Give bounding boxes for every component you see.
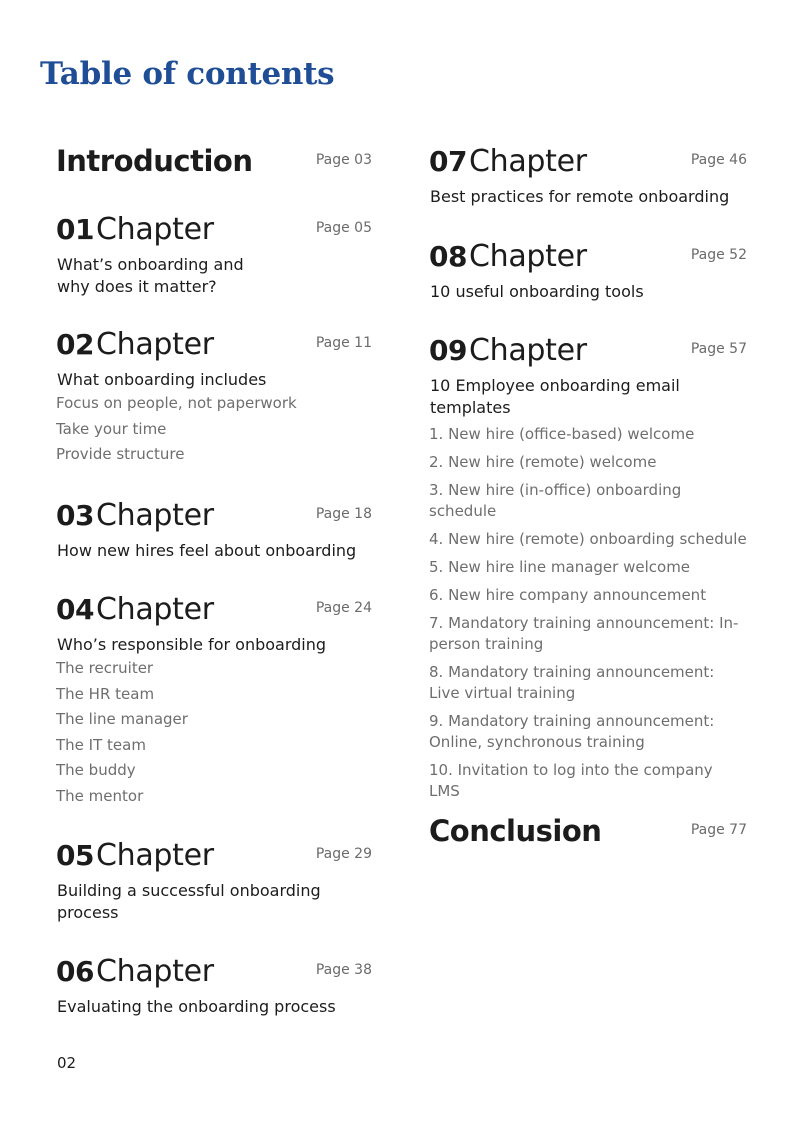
entry-heading	[56, 838, 372, 878]
page-reference[interactable]: Page 11	[315, 335, 372, 351]
entry-heading	[429, 144, 747, 184]
chapter-word: Chapter	[468, 144, 587, 179]
page-reference[interactable]: Page 18	[315, 506, 372, 522]
page-reference[interactable]: Page 05	[315, 220, 372, 236]
chapter-number: 09	[429, 334, 467, 367]
entry-heading	[56, 592, 372, 632]
subsection-item[interactable]: The buddy	[56, 761, 136, 779]
chapter-number: 08	[429, 240, 467, 273]
toc-entry-chapter-08[interactable]	[429, 239, 747, 303]
chapter-word: Chapter	[95, 498, 214, 533]
chapter-subtitle: Who’s responsible for onboarding	[57, 635, 327, 654]
chapter-subtitle: 10 Employee onboarding email templates	[430, 376, 680, 417]
subsection-item[interactable]: 2. New hire (remote) welcome	[429, 453, 657, 471]
page-reference[interactable]: Page 57	[690, 341, 747, 357]
toc-entry-chapter-09[interactable]	[429, 333, 747, 809]
entry-title: Introduction	[56, 144, 253, 178]
toc-entry-chapter-03[interactable]	[56, 498, 372, 562]
chapter-word: Chapter	[468, 333, 587, 368]
chapter-number: 02	[56, 328, 94, 361]
subsection-item[interactable]: Provide structure	[56, 445, 185, 463]
subsection-item[interactable]: The recruiter	[56, 659, 154, 677]
page-reference[interactable]: Page 29	[315, 846, 372, 862]
chapter-number: 04	[56, 593, 94, 626]
chapter-word: Chapter	[95, 838, 214, 873]
entry-heading	[56, 212, 372, 252]
entry-title: Conclusion	[429, 814, 602, 848]
entry-heading	[56, 954, 372, 994]
chapter-number: 07	[429, 145, 467, 178]
chapter-number: 06	[56, 955, 94, 988]
subsection-item[interactable]: 1. New hire (office-based) welcome	[429, 425, 695, 443]
toc-entry-chapter-04[interactable]	[56, 592, 372, 811]
subsection-item[interactable]: The mentor	[56, 786, 144, 805]
chapter-subtitle: What’s onboarding and why does it matter?	[57, 255, 244, 296]
subsection-list	[56, 393, 372, 465]
entry-heading	[56, 327, 372, 367]
toc-entry-chapter-05[interactable]	[56, 838, 372, 924]
page-reference[interactable]: Page 77	[690, 822, 747, 838]
subsection-item[interactable]: Focus on people, not paperwork	[56, 394, 297, 412]
subsection-item[interactable]: 8. Mandatory training announcement: Live virtual training	[429, 663, 715, 702]
page-reference[interactable]: Page 38	[315, 962, 372, 978]
entry-heading	[56, 498, 372, 538]
chapter-word: Chapter	[95, 212, 214, 247]
chapter-subtitle: Best practices for remote onboarding	[430, 187, 730, 206]
subsection-item[interactable]: 6. New hire company announcement	[429, 586, 707, 604]
subsection-item[interactable]: 5. New hire line manager welcome	[429, 558, 691, 576]
subsection-item[interactable]: 3. New hire (in-office) onboarding schedule	[429, 481, 682, 520]
subsection-item[interactable]: The IT team	[56, 735, 146, 754]
chapter-word: Chapter	[95, 954, 214, 989]
chapter-number: 01	[56, 213, 94, 246]
entry-heading	[56, 144, 372, 184]
subsection-item[interactable]: 9. Mandatory training announcement: Online, synchronous training	[429, 712, 715, 751]
toc-entry-chapter-06[interactable]	[56, 954, 372, 1018]
chapter-subtitle: 10 useful onboarding tools	[430, 282, 644, 301]
chapter-subtitle: How new hires feel about onboarding	[57, 541, 357, 560]
page-reference[interactable]: Page 03	[315, 152, 372, 168]
subsection-item[interactable]: The line manager	[56, 710, 188, 728]
subsection-item[interactable]: 7. Mandatory training announcement: In-person training	[429, 614, 739, 653]
subsection-item[interactable]: 4. New hire (remote) onboarding schedule	[429, 530, 747, 548]
subsection-item[interactable]: Take your time	[56, 419, 167, 438]
toc-entry-chapter-02[interactable]	[56, 327, 372, 470]
page-reference[interactable]: Page 52	[690, 247, 747, 263]
entry-heading	[429, 239, 747, 279]
chapter-word: Chapter	[95, 592, 214, 627]
page-title: Table of contents	[40, 56, 335, 92]
subsection-list	[429, 424, 747, 802]
toc-entry-chapter-07[interactable]	[429, 144, 747, 208]
chapter-word: Chapter	[468, 239, 587, 274]
chapter-number: 03	[56, 499, 94, 532]
chapter-number: 05	[56, 839, 94, 872]
toc-entry-chapter-01[interactable]	[56, 212, 372, 298]
subsection-item[interactable]: 10. Invitation to log into the company LMS	[429, 761, 713, 800]
toc-entry-conclusion[interactable]	[429, 814, 747, 854]
subsection-item[interactable]: The HR team	[56, 684, 155, 703]
entry-heading	[429, 814, 747, 854]
chapter-subtitle: What onboarding includes	[57, 370, 267, 389]
subsection-list	[56, 658, 372, 807]
page-number: 02	[57, 1054, 77, 1072]
chapter-subtitle: Evaluating the onboarding process	[57, 997, 336, 1016]
entry-heading	[429, 333, 747, 373]
chapter-subtitle: Building a successful onboarding process	[57, 881, 321, 922]
page-reference[interactable]: Page 46	[690, 152, 747, 168]
page-reference[interactable]: Page 24	[315, 600, 372, 616]
toc-entry-introduction[interactable]	[56, 144, 372, 184]
chapter-word: Chapter	[95, 327, 214, 362]
